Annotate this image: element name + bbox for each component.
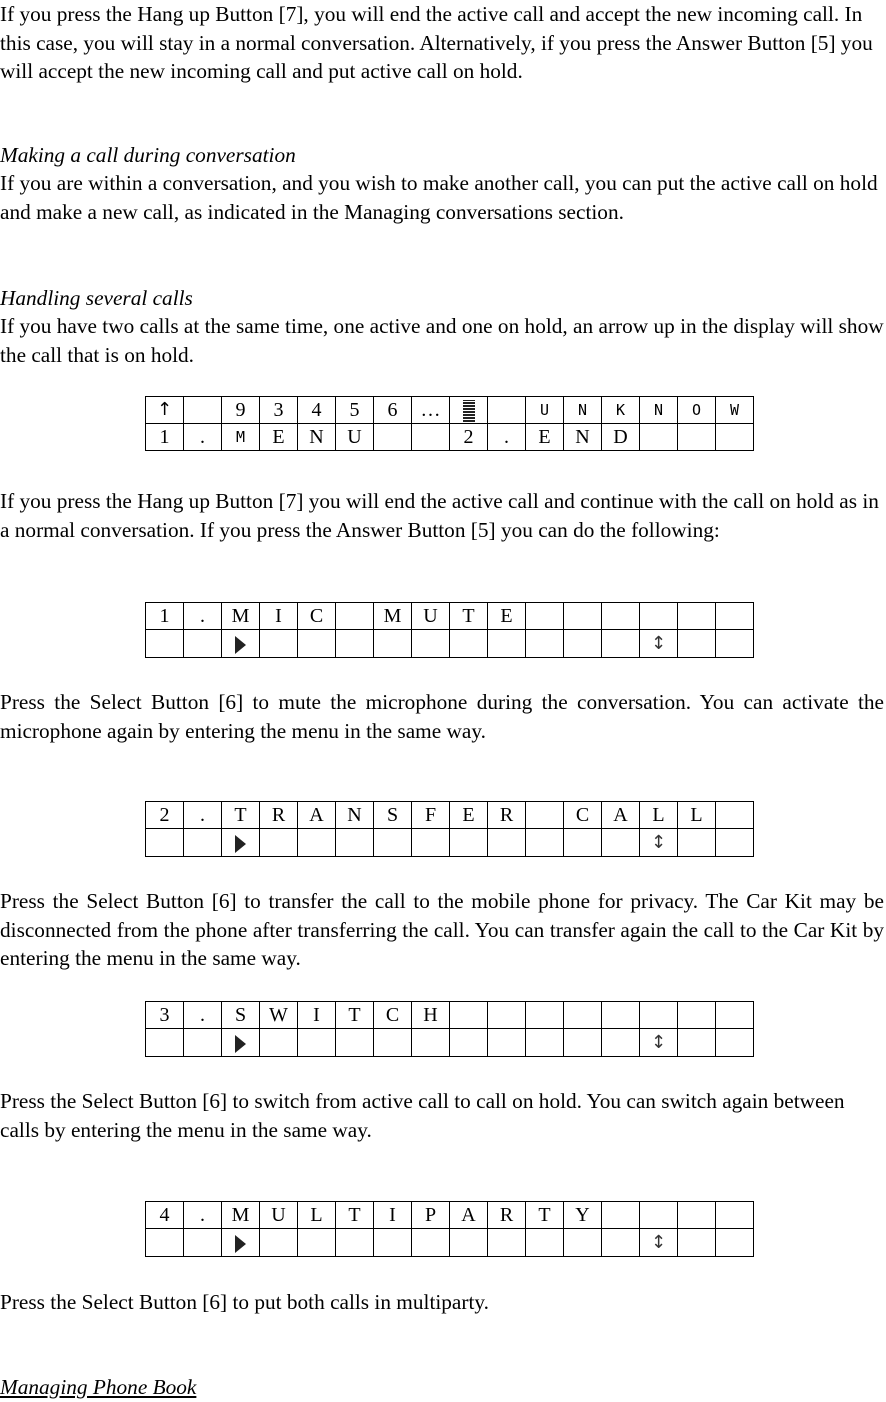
lcd-cell: N xyxy=(564,424,602,451)
lcd-cell: E xyxy=(260,424,298,451)
lcd-cell: M xyxy=(374,603,412,630)
lcd-cell: L xyxy=(678,802,716,829)
display-mic-mute xyxy=(145,602,754,658)
lcd-cell: N xyxy=(640,397,678,424)
lcd-cell xyxy=(260,1029,298,1057)
lcd-cell xyxy=(450,1229,488,1257)
lcd-cell xyxy=(450,829,488,857)
lcd-cell: . xyxy=(184,802,222,829)
lcd-cell xyxy=(222,829,260,857)
lcd-cell xyxy=(488,1029,526,1057)
lcd-cell xyxy=(564,1029,602,1057)
paragraph-transfer-call: Press the Select Button [6] to transfer the call to the mobile phone for privacy. The Car Kit may be disconnected from the phone after transferring the call. You can transfer again the call to the Car Kit by entering the menu in the same way. xyxy=(0,889,884,970)
right-triangle-icon xyxy=(235,1235,246,1253)
lcd-cell: 3 xyxy=(260,397,298,424)
lcd-cell xyxy=(412,829,450,857)
lcd-cell xyxy=(222,1029,260,1057)
lcd-cell xyxy=(678,424,716,451)
lcd-cell: . xyxy=(184,603,222,630)
lcd-cell xyxy=(564,630,602,658)
lcd-cell xyxy=(450,397,488,424)
lcd-cell: … xyxy=(412,397,450,424)
lcd-cell xyxy=(488,1229,526,1257)
display-call-hold xyxy=(145,396,754,451)
lcd-cell: U xyxy=(260,1202,298,1229)
lcd-cell xyxy=(716,829,754,857)
lcd-cell xyxy=(412,424,450,451)
lcd-cell xyxy=(298,829,336,857)
lcd-cell: N xyxy=(336,802,374,829)
display-transfer-call xyxy=(145,801,754,857)
lcd-cell: S xyxy=(374,802,412,829)
lcd-cell xyxy=(678,1002,716,1029)
lcd-cell: . xyxy=(184,1002,222,1029)
lcd-cell xyxy=(678,603,716,630)
lcd-cell xyxy=(526,1229,564,1257)
display-switch xyxy=(145,1001,754,1057)
lcd-cell xyxy=(488,630,526,658)
paragraph-making-call: If you are within a conversation, and you wish to make another call, you can put the active call on hold and make a new call, as indicated in the Managing conversations section. xyxy=(0,171,878,224)
lcd-cell xyxy=(146,1029,184,1057)
display-multiparty xyxy=(145,1201,754,1257)
lcd-cell: 5 xyxy=(336,397,374,424)
lcd-cell: E xyxy=(450,802,488,829)
lcd-cell: E xyxy=(526,424,564,451)
lcd-cell xyxy=(602,829,640,857)
arrow-up-icon: ↑ xyxy=(146,397,184,424)
lcd-cell: W xyxy=(716,397,754,424)
lcd-cell xyxy=(602,1229,640,1257)
lcd-cell xyxy=(602,1029,640,1057)
lcd-cell xyxy=(336,829,374,857)
display-row-2 xyxy=(146,1029,754,1057)
lcd-cell: S xyxy=(222,1002,260,1029)
lcd-cell xyxy=(146,829,184,857)
lcd-cell xyxy=(716,630,754,658)
lcd-cell: 2 xyxy=(146,802,184,829)
display-row-1 xyxy=(146,603,754,630)
lcd-cell: . xyxy=(488,424,526,451)
lcd-cell xyxy=(640,829,678,857)
lcd-cell xyxy=(640,630,678,658)
display-row-1 xyxy=(146,397,754,424)
lcd-cell xyxy=(640,1202,678,1229)
display-row-2 xyxy=(146,1229,754,1257)
lcd-cell: 1 xyxy=(146,424,184,451)
lcd-cell xyxy=(640,1002,678,1029)
lcd-cell: C xyxy=(374,1002,412,1029)
signal-bars-icon xyxy=(463,400,475,422)
lcd-cell xyxy=(260,829,298,857)
lcd-cell: C xyxy=(564,802,602,829)
lcd-cell xyxy=(488,397,526,424)
lcd-cell xyxy=(526,802,564,829)
lcd-cell xyxy=(716,1229,754,1257)
lcd-cell: I xyxy=(298,1002,336,1029)
lcd-cell xyxy=(488,1002,526,1029)
lcd-cell xyxy=(716,802,754,829)
lcd-cell xyxy=(526,630,564,658)
lcd-cell xyxy=(184,1029,222,1057)
lcd-cell xyxy=(678,829,716,857)
lcd-cell xyxy=(374,829,412,857)
lcd-cell: F xyxy=(412,802,450,829)
lcd-cell xyxy=(526,603,564,630)
lcd-cell xyxy=(298,630,336,658)
lcd-cell: N xyxy=(298,424,336,451)
up-down-arrow-icon: ↕ xyxy=(650,1032,667,1053)
lcd-cell xyxy=(298,1029,336,1057)
lcd-cell: R xyxy=(488,802,526,829)
lcd-cell: U xyxy=(412,603,450,630)
paragraph-hangup-new-call: If you press the Hang up Button [7], you will end the active call and accept the new incoming call. In this case, you will stay in a normal conversation. Alternatively, if you press the Answer Button [5] you will accept the new incoming call and put active call on hold. xyxy=(0,2,873,83)
lcd-cell: R xyxy=(488,1202,526,1229)
lcd-cell: 3 xyxy=(146,1002,184,1029)
lcd-cell: A xyxy=(602,802,640,829)
lcd-cell xyxy=(412,630,450,658)
lcd-cell xyxy=(678,630,716,658)
lcd-cell xyxy=(450,1029,488,1057)
lcd-cell xyxy=(564,603,602,630)
lcd-cell xyxy=(640,1229,678,1257)
lcd-cell xyxy=(678,1202,716,1229)
display-row-1 xyxy=(146,1002,754,1029)
lcd-cell xyxy=(716,1002,754,1029)
paragraph-answer-options: If you press the Hang up Button [7] you will end the active call and continue with the call on hold as in a normal conversation. If you press the Answer Button [5] you can do the following: xyxy=(0,489,879,542)
lcd-cell xyxy=(450,1002,488,1029)
lcd-cell xyxy=(146,630,184,658)
lcd-cell: I xyxy=(374,1202,412,1229)
lcd-cell xyxy=(640,424,678,451)
lcd-cell xyxy=(336,1229,374,1257)
lcd-cell xyxy=(564,829,602,857)
lcd-cell xyxy=(374,1229,412,1257)
lcd-cell xyxy=(260,1229,298,1257)
lcd-cell: L xyxy=(640,802,678,829)
lcd-cell: T xyxy=(336,1002,374,1029)
lcd-cell xyxy=(602,1202,640,1229)
display-row-2 xyxy=(146,829,754,857)
lcd-cell: . xyxy=(184,424,222,451)
lcd-cell: A xyxy=(450,1202,488,1229)
lcd-cell: T xyxy=(526,1202,564,1229)
lcd-cell xyxy=(526,829,564,857)
lcd-cell xyxy=(336,1029,374,1057)
lcd-cell: 2 xyxy=(450,424,488,451)
lcd-cell xyxy=(298,1229,336,1257)
lcd-cell xyxy=(450,630,488,658)
lcd-cell xyxy=(526,1002,564,1029)
lcd-cell xyxy=(222,630,260,658)
lcd-cell: L xyxy=(298,1202,336,1229)
lcd-cell: 9 xyxy=(222,397,260,424)
up-down-arrow-icon: ↕ xyxy=(650,832,667,853)
lcd-cell: H xyxy=(412,1002,450,1029)
lcd-cell xyxy=(184,829,222,857)
lcd-cell: . xyxy=(184,1202,222,1229)
lcd-cell: C xyxy=(298,603,336,630)
lcd-cell: K xyxy=(602,397,640,424)
lcd-cell xyxy=(184,397,222,424)
heading-managing-phone-book: Managing Phone Book xyxy=(0,1375,197,1399)
lcd-cell xyxy=(564,1002,602,1029)
paragraph-switch: Press the Select Button [6] to switch from active call to call on hold. You can switch again between calls by entering the menu in the same way. xyxy=(0,1089,845,1142)
lcd-cell: T xyxy=(450,603,488,630)
lcd-cell xyxy=(374,630,412,658)
lcd-cell xyxy=(146,1229,184,1257)
display-row-2 xyxy=(146,630,754,658)
lcd-cell: U xyxy=(526,397,564,424)
lcd-cell: T xyxy=(336,1202,374,1229)
right-triangle-icon xyxy=(235,636,246,654)
lcd-cell xyxy=(678,1229,716,1257)
lcd-cell: D xyxy=(602,424,640,451)
lcd-cell xyxy=(564,1229,602,1257)
lcd-cell xyxy=(222,1229,260,1257)
lcd-cell xyxy=(716,1029,754,1057)
lcd-cell: 1 xyxy=(146,603,184,630)
display-row-1 xyxy=(146,802,754,829)
right-triangle-icon xyxy=(235,1035,246,1053)
lcd-cell: E xyxy=(488,603,526,630)
lcd-cell xyxy=(260,630,298,658)
lcd-cell xyxy=(716,603,754,630)
lcd-cell: U xyxy=(336,424,374,451)
right-triangle-icon xyxy=(235,835,246,853)
lcd-cell: 4 xyxy=(146,1202,184,1229)
lcd-cell: W xyxy=(260,1002,298,1029)
lcd-cell: R xyxy=(260,802,298,829)
lcd-cell: I xyxy=(260,603,298,630)
lcd-cell xyxy=(336,630,374,658)
lcd-cell xyxy=(640,603,678,630)
lcd-cell: M xyxy=(222,424,260,451)
lcd-cell xyxy=(184,1229,222,1257)
lcd-cell: M xyxy=(222,1202,260,1229)
lcd-cell xyxy=(602,603,640,630)
lcd-cell xyxy=(184,630,222,658)
up-down-arrow-icon: ↕ xyxy=(650,1232,667,1253)
heading-making-call: Making a call during conversation xyxy=(0,143,296,167)
lcd-cell xyxy=(374,424,412,451)
lcd-cell xyxy=(374,1029,412,1057)
lcd-cell xyxy=(640,1029,678,1057)
lcd-cell: M xyxy=(222,603,260,630)
lcd-cell xyxy=(526,1029,564,1057)
lcd-cell: O xyxy=(678,397,716,424)
lcd-cell: 6 xyxy=(374,397,412,424)
lcd-cell: N xyxy=(564,397,602,424)
lcd-cell: T xyxy=(222,802,260,829)
paragraph-mic-mute: Press the Select Button [6] to mute the microphone during the conversation. You can activate the microphone again by entering the menu in the same way. xyxy=(0,690,884,743)
lcd-cell: A xyxy=(298,802,336,829)
heading-handling-calls: Handling several calls xyxy=(0,286,193,310)
lcd-cell: Y xyxy=(564,1202,602,1229)
lcd-cell xyxy=(412,1029,450,1057)
display-row-2 xyxy=(146,424,754,451)
lcd-cell: 4 xyxy=(298,397,336,424)
lcd-cell xyxy=(488,829,526,857)
lcd-cell xyxy=(412,1229,450,1257)
lcd-cell xyxy=(602,1002,640,1029)
lcd-cell xyxy=(716,424,754,451)
lcd-cell xyxy=(716,1202,754,1229)
lcd-cell xyxy=(336,603,374,630)
lcd-cell xyxy=(678,1029,716,1057)
paragraph-handling-calls: If you have two calls at the same time, one active and one on hold, an arrow up in the display will show the call that is on hold. xyxy=(0,314,884,367)
up-down-arrow-icon: ↕ xyxy=(650,633,667,654)
lcd-cell: P xyxy=(412,1202,450,1229)
lcd-cell xyxy=(602,630,640,658)
paragraph-multiparty: Press the Select Button [6] to put both calls in multiparty. xyxy=(0,1290,489,1314)
display-row-1 xyxy=(146,1202,754,1229)
